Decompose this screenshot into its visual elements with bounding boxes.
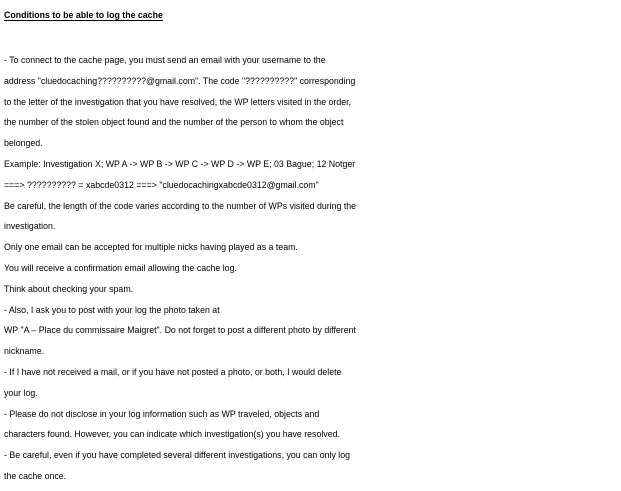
text-line: - Please do not disclose in your log information such as WP traveled, objects and (4, 408, 320, 419)
text-line: Think about checking your spam. (4, 283, 134, 294)
text-line: Only one email can be accepted for multiple nicks having played as a team. (4, 242, 298, 253)
text-line: the number of the stolen object found and the number of the person to whom the object (4, 117, 344, 128)
text-line: - If I have not received a mail, or if you have not posted a photo, or both, I would delete (4, 366, 342, 377)
page-title: Conditions to be able to log the cache (4, 10, 163, 20)
text-line: WP "A – Place du commissaire Maigret". Do not forget to post a different photo by different (4, 325, 356, 336)
text-line: investigation. (4, 221, 56, 232)
text-line: ===> ?????????? = xabcde0312 ===> "cluedocachingxabcde0312@gmail.com" (4, 179, 319, 190)
text-line: characters found. However, you can indicate which investigation(s) you have resolved. (4, 429, 340, 440)
text-line: You will receive a confirmation email allowing the cache log. (4, 262, 237, 273)
text-line: Example: Investigation X; WP A -> WP B -> WP C -> WP D -> WP E; 03 Bague; 12 Notger (4, 158, 356, 169)
text-line: - Also, I ask you to post with your log the photo taken at (4, 304, 220, 315)
document (4, 4, 619, 487)
text-line: the cache once. (4, 470, 67, 481)
text-line: belonged. (4, 138, 43, 149)
text-line: Be careful, the length of the code varies according to the number of WPs visited during the (4, 200, 357, 211)
text-line: nickname. (4, 346, 45, 357)
text-line: - Be careful, even if you have completed several different investigations, you can only log (4, 450, 351, 461)
text-line: your log. (4, 387, 38, 398)
conditions-text (4, 50, 619, 487)
text-line: to the letter of the investigation that you have resolved, the WP letters visited in the order, (4, 96, 352, 107)
text-line: - To connect to the cache page, you must send an email with your username to the (4, 55, 326, 65)
text-line: address "cluedocaching??????????@gmail.com". The code "??????????" corresponding (4, 75, 356, 86)
